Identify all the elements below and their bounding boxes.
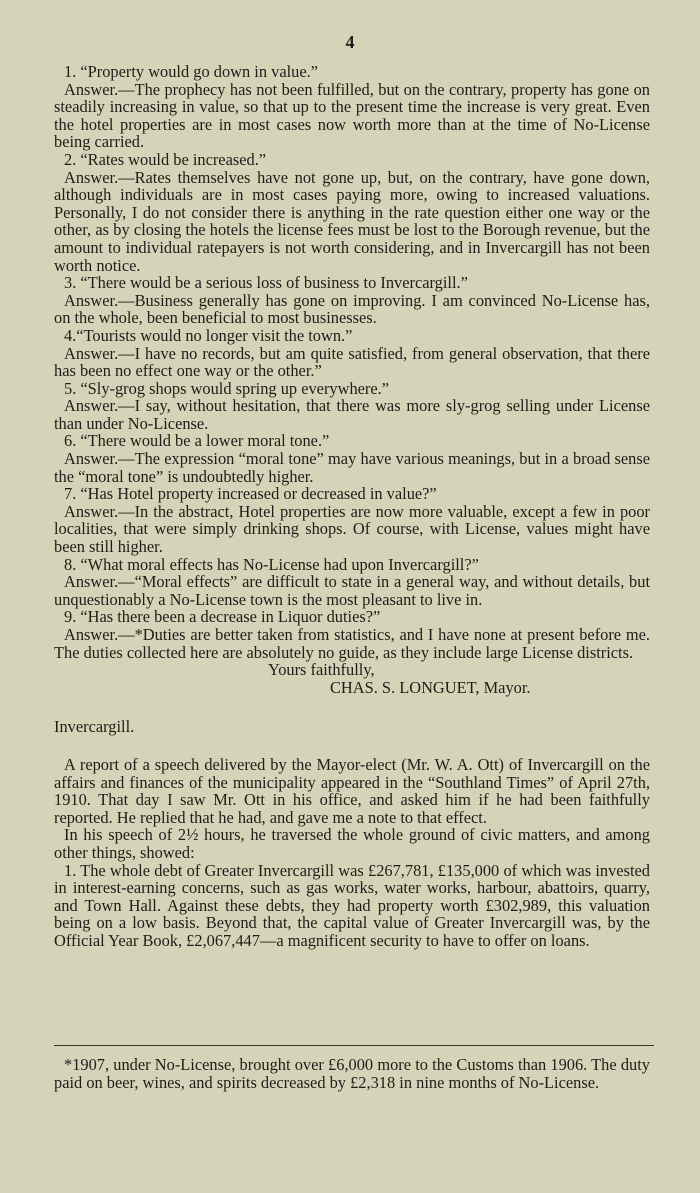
question-1: 1. “Property would go down in value.”	[64, 62, 319, 81]
page-body	[54, 63, 650, 950]
answer-5: Answer.—I say, without hesitation, that there was more sly-grog selling under License than under No-License.	[54, 396, 650, 433]
question-4: 4.“Tourists would no longer visit the town.”	[64, 325, 353, 345]
answer-8: Answer.—“Moral effects” are difficult to state in a general way, and without details, but unquestionably a No-License town is the most pleasant to live in.	[54, 572, 650, 609]
report-intro: A report of a speech delivered by the Mayor-elect (Mr. W. A. Ott) of Invercargill on the affairs and finances of the municipality appeared in the “Southland Times” of April 27th, 1910. That day I saw Mr. Ott in his office, and asked him if he had been faithfully reported. He replied that he had, and gave me a note to that effect.	[54, 754, 650, 827]
letter-closing: Yours faithfully,	[268, 660, 375, 680]
page-number: 4	[345, 32, 355, 52]
question-7: 7. “Has Hotel property increased or decreased in value?”	[64, 484, 437, 504]
question-8: 8. “What moral effects has No-License had upon Invercargill?”	[64, 554, 479, 574]
question-5: 5. “Sly-grog shops would spring up everywhere.”	[64, 378, 390, 398]
answer-2: Answer.—Rates themselves have not gone up, but, on the contrary, have gone down, although individuals are in most cases paying more, owing to increased valuations. Personally, I do not consider there is anything in the rate question either one way or the other, as by closing the hotels the license fees must be lost to the Borough revenue, but the amount to individual ratepayers is not worth considering, and in Invercargill has not been worth notice.	[54, 167, 650, 275]
footnote-divider	[54, 1045, 654, 1046]
answer-3: Answer.—Business generally has gone on improving. I am convinced No-License has, on the whole, been beneficial to most businesses.	[54, 290, 650, 328]
place-heading: Invercargill.	[54, 717, 135, 737]
answer-1: Answer.—The prophecy has not been fulfilled, but on the contrary, property has gone on steadily increasing in value, so that up to the present time the increase is very great. Even the hotel properties are in most cases now worth more than at the time of No-License being carried.	[54, 79, 650, 152]
speech-summary: In his speech of 2½ hours, he traversed the whole ground of civic matters, and among other things, showed:	[54, 825, 650, 862]
question-9: 9. “Has there been a decrease in Liquor duties?”	[64, 607, 381, 627]
question-6: 6. “There would be a lower moral tone.”	[64, 431, 330, 451]
answer-7: Answer.—In the abstract, Hotel properties are now more valuable, except a few in poor localities, that were simply drinking shops. Of course, with License, values might have been still higher.	[54, 501, 650, 557]
letter-signature: CHAS. S. LONGUET, Mayor.	[330, 677, 531, 697]
footnote	[54, 1056, 650, 1091]
question-3: 3. “There would be a serious loss of business to Invercargill.”	[64, 273, 468, 293]
answer-9: Answer.—*Duties are better taken from statistics, and I have none at present before me. The duties collected here are absolutely no guide, as they include large License districts.	[54, 625, 650, 662]
debt-point-1: 1. The whole debt of Greater Invercargill was £267,781, £135,000 of which was invested in interest-earning concerns, such as gas works, water works, harbour, abattoirs, quarry, and Town Hall. Against these debts, they had property worth £302,989, this valuation being on a low basis. Beyond that, the capital value of Greater Invercargill was, by the Official Year Book, £2,067,447—a magnificent security to have to offer on loans.	[54, 860, 650, 950]
answer-4: Answer.—I have no records, but am quite satisfied, from general observation, that there has been no effect one way or the other.”	[54, 343, 650, 381]
footnote-text: *1907, under No-License, brought over £6,000 more to the Customs than 1906. The duty paid on beer, wines, and spirits decreased by £2,318 in nine months of No-License.	[54, 1055, 650, 1092]
answer-6: Answer.—The expression “moral tone” may have various meanings, but in a broad sense the “moral tone” is undoubtedly higher.	[54, 449, 650, 486]
question-2: 2. “Rates would be increased.”	[64, 149, 267, 169]
